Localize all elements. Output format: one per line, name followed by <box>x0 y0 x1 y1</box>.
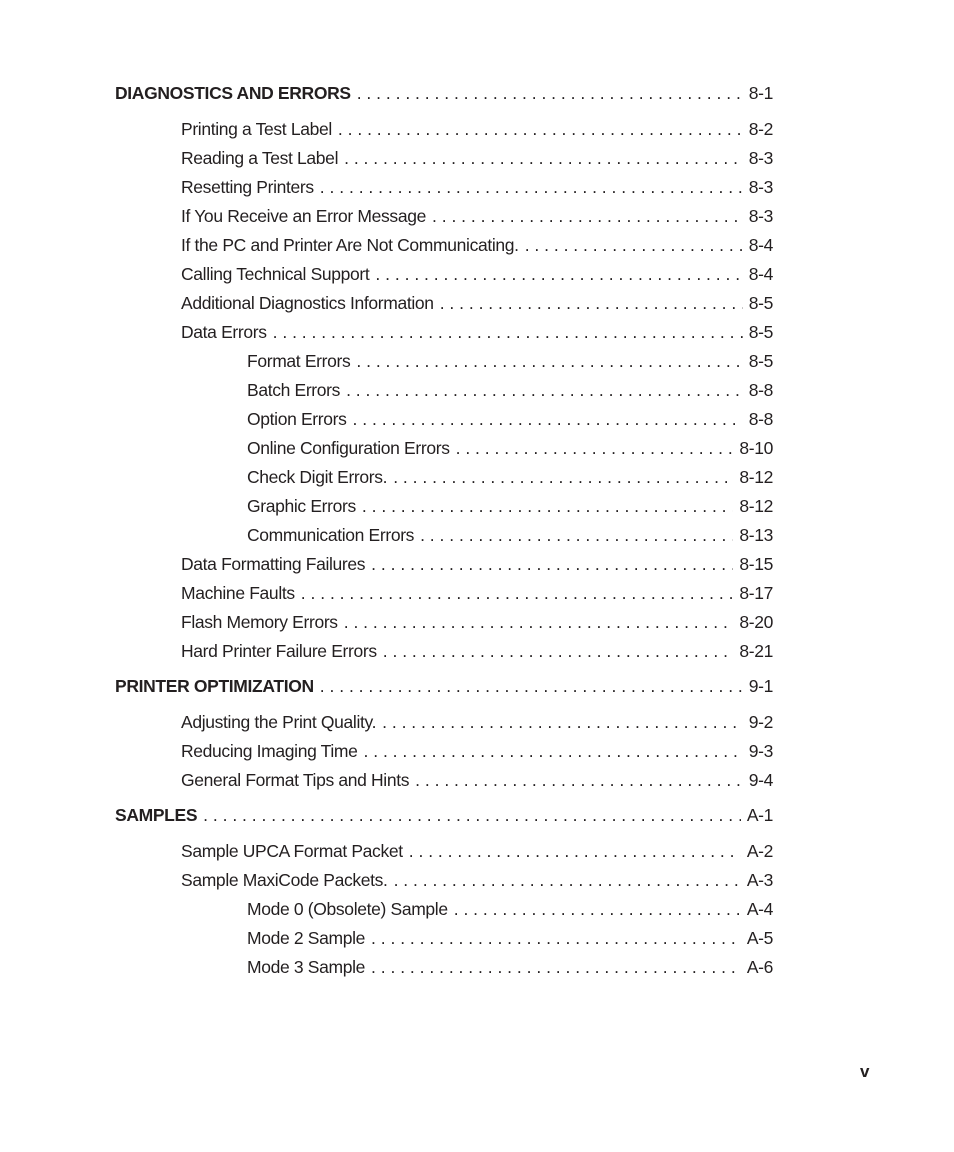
toc-page-number: 8-12 <box>739 467 773 487</box>
toc-entry[interactable] <box>115 205 773 234</box>
toc-entry-title: Mode 3 Sample <box>247 957 366 977</box>
toc-entry[interactable] <box>115 292 773 321</box>
toc-subentry[interactable] <box>115 408 773 437</box>
toc-entry[interactable] <box>115 147 773 176</box>
toc-section-title: PRINTER OPTIMIZATION <box>115 676 314 696</box>
toc-entry-title: Mode 2 Sample <box>247 928 366 948</box>
dot-leader <box>346 379 743 401</box>
dot-leader <box>375 263 742 285</box>
dot-leader <box>357 82 743 104</box>
page-folio: v <box>860 1062 870 1081</box>
toc-section-heading[interactable] <box>115 675 773 697</box>
dot-leader <box>440 292 743 314</box>
dot-leader <box>371 956 741 978</box>
toc-entry-title: Data Errors <box>181 322 267 342</box>
toc-entry-title: If the PC and Printer Are Not Communicating. <box>181 235 519 255</box>
dot-leader <box>525 234 743 256</box>
dot-leader <box>301 582 734 604</box>
toc-entry-title: Flash Memory Errors <box>181 612 338 632</box>
toc-entry-title: Check Digit Errors. <box>247 467 388 487</box>
dot-leader <box>273 321 743 343</box>
dot-leader <box>420 524 733 546</box>
dot-leader <box>454 898 741 920</box>
dot-leader <box>338 118 743 140</box>
toc-page-number: 8-3 <box>748 177 773 197</box>
dot-leader <box>383 640 734 662</box>
toc-subentry[interactable] <box>115 495 773 524</box>
toc-entry-title: Machine Faults <box>181 583 295 603</box>
toc-page-number: 8-17 <box>739 583 773 603</box>
toc-entry[interactable] <box>115 118 773 147</box>
toc-page-number: 9-2 <box>748 712 773 732</box>
toc-entry-title: Batch Errors <box>247 380 341 400</box>
toc-subentry[interactable] <box>115 466 773 495</box>
toc-entry-title: Reducing Imaging Time <box>181 741 358 761</box>
dot-leader <box>432 205 743 227</box>
toc-entry[interactable] <box>115 640 773 669</box>
toc-entry-title: Data Formatting Failures <box>181 554 366 574</box>
toc-page-number: A-2 <box>746 841 773 861</box>
toc-page-number: 9-4 <box>748 770 773 790</box>
toc-page-number: A-1 <box>746 805 773 825</box>
toc-page-number: 8-8 <box>748 380 773 400</box>
toc-entry[interactable] <box>115 840 773 869</box>
toc-entry[interactable] <box>115 176 773 205</box>
toc-page-number: A-3 <box>746 870 773 890</box>
toc-page-number: 8-12 <box>739 496 773 516</box>
toc-page-number: A-4 <box>746 899 773 919</box>
dot-leader <box>371 553 733 575</box>
toc-page-number: 9-1 <box>748 676 773 696</box>
toc-entry-title: Online Configuration Errors <box>247 438 450 458</box>
toc-page-number: 8-21 <box>739 641 773 661</box>
toc-subentry[interactable] <box>115 956 773 985</box>
toc-subentry[interactable] <box>115 898 773 927</box>
toc-entry-title: Sample MaxiCode Packets. <box>181 870 388 890</box>
toc-subentry[interactable] <box>115 379 773 408</box>
toc-entry-title: Sample UPCA Format Packet <box>181 841 403 861</box>
toc-page-number: 8-13 <box>739 525 773 545</box>
toc-subentry[interactable] <box>115 927 773 956</box>
toc-entry-title: Reading a Test Label <box>181 148 339 168</box>
toc-page-number: 8-5 <box>748 322 773 342</box>
dot-leader <box>344 611 734 633</box>
toc-page-number: 8-15 <box>739 554 773 574</box>
toc-entry-title: Adjusting the Print Quality. <box>181 712 377 732</box>
toc-page-number: 8-3 <box>748 206 773 226</box>
toc-section-heading[interactable] <box>115 82 773 104</box>
toc-entry[interactable] <box>115 869 773 898</box>
toc-entry-title: Format Errors <box>247 351 351 371</box>
toc-entry[interactable] <box>115 321 773 350</box>
toc-entry-title: Mode 0 (Obsolete) Sample <box>247 899 448 919</box>
toc-page-number: 9-3 <box>748 741 773 761</box>
toc-entry[interactable] <box>115 234 773 263</box>
toc-entry-title: Additional Diagnostics Information <box>181 293 434 313</box>
dot-leader <box>394 869 741 891</box>
toc-entry-title: Graphic Errors <box>247 496 356 516</box>
toc-entry-title: If You Receive an Error Message <box>181 206 426 226</box>
toc-entry-title: Calling Technical Support <box>181 264 370 284</box>
dot-leader <box>364 740 743 762</box>
toc-page-number: 8-4 <box>748 264 773 284</box>
toc-entry-title: Resetting Printers <box>181 177 314 197</box>
dot-leader <box>362 495 733 517</box>
toc-entry-title: Hard Printer Failure Errors <box>181 641 377 661</box>
toc-page-number: 8-20 <box>739 612 773 632</box>
toc-entry[interactable] <box>115 740 773 769</box>
dot-leader <box>320 675 743 697</box>
table-of-contents <box>115 82 773 985</box>
dot-leader <box>320 176 743 198</box>
toc-section-heading[interactable] <box>115 804 773 826</box>
toc-entry-title: Option Errors <box>247 409 347 429</box>
dot-leader <box>371 927 741 949</box>
toc-entry-title: Communication Errors <box>247 525 415 545</box>
toc-entry[interactable] <box>115 611 773 640</box>
toc-subentry[interactable] <box>115 350 773 379</box>
toc-section-title: DIAGNOSTICS AND ERRORS <box>115 83 351 103</box>
toc-entry-title: Printing a Test Label <box>181 119 332 139</box>
toc-entry[interactable] <box>115 553 773 582</box>
toc-subentry[interactable] <box>115 524 773 553</box>
toc-page-number: 8-4 <box>748 235 773 255</box>
dot-leader <box>353 408 743 430</box>
dot-leader <box>415 769 743 791</box>
toc-subentry[interactable] <box>115 437 773 466</box>
dot-leader <box>456 437 734 459</box>
toc-entry[interactable] <box>115 711 773 740</box>
toc-page-number: 8-8 <box>748 409 773 429</box>
toc-page-number: A-6 <box>746 957 773 977</box>
toc-page-number: 8-5 <box>748 351 773 371</box>
dot-leader <box>393 466 733 488</box>
toc-page-number: 8-5 <box>748 293 773 313</box>
toc-entry[interactable] <box>115 582 773 611</box>
toc-entry[interactable] <box>115 263 773 292</box>
toc-page-number: A-5 <box>746 928 773 948</box>
toc-entry-title: General Format Tips and Hints <box>181 770 410 790</box>
dot-leader <box>203 804 741 826</box>
dot-leader <box>356 350 742 372</box>
dot-leader <box>409 840 741 862</box>
toc-entry[interactable] <box>115 769 773 798</box>
toc-section-title: SAMPLES <box>115 805 198 825</box>
dot-leader <box>382 711 743 733</box>
dot-leader <box>344 147 743 169</box>
toc-page-number: 8-2 <box>748 119 773 139</box>
toc-page-number: 8-1 <box>748 83 773 103</box>
toc-page-number: 8-10 <box>739 438 773 458</box>
toc-page-number: 8-3 <box>748 148 773 168</box>
